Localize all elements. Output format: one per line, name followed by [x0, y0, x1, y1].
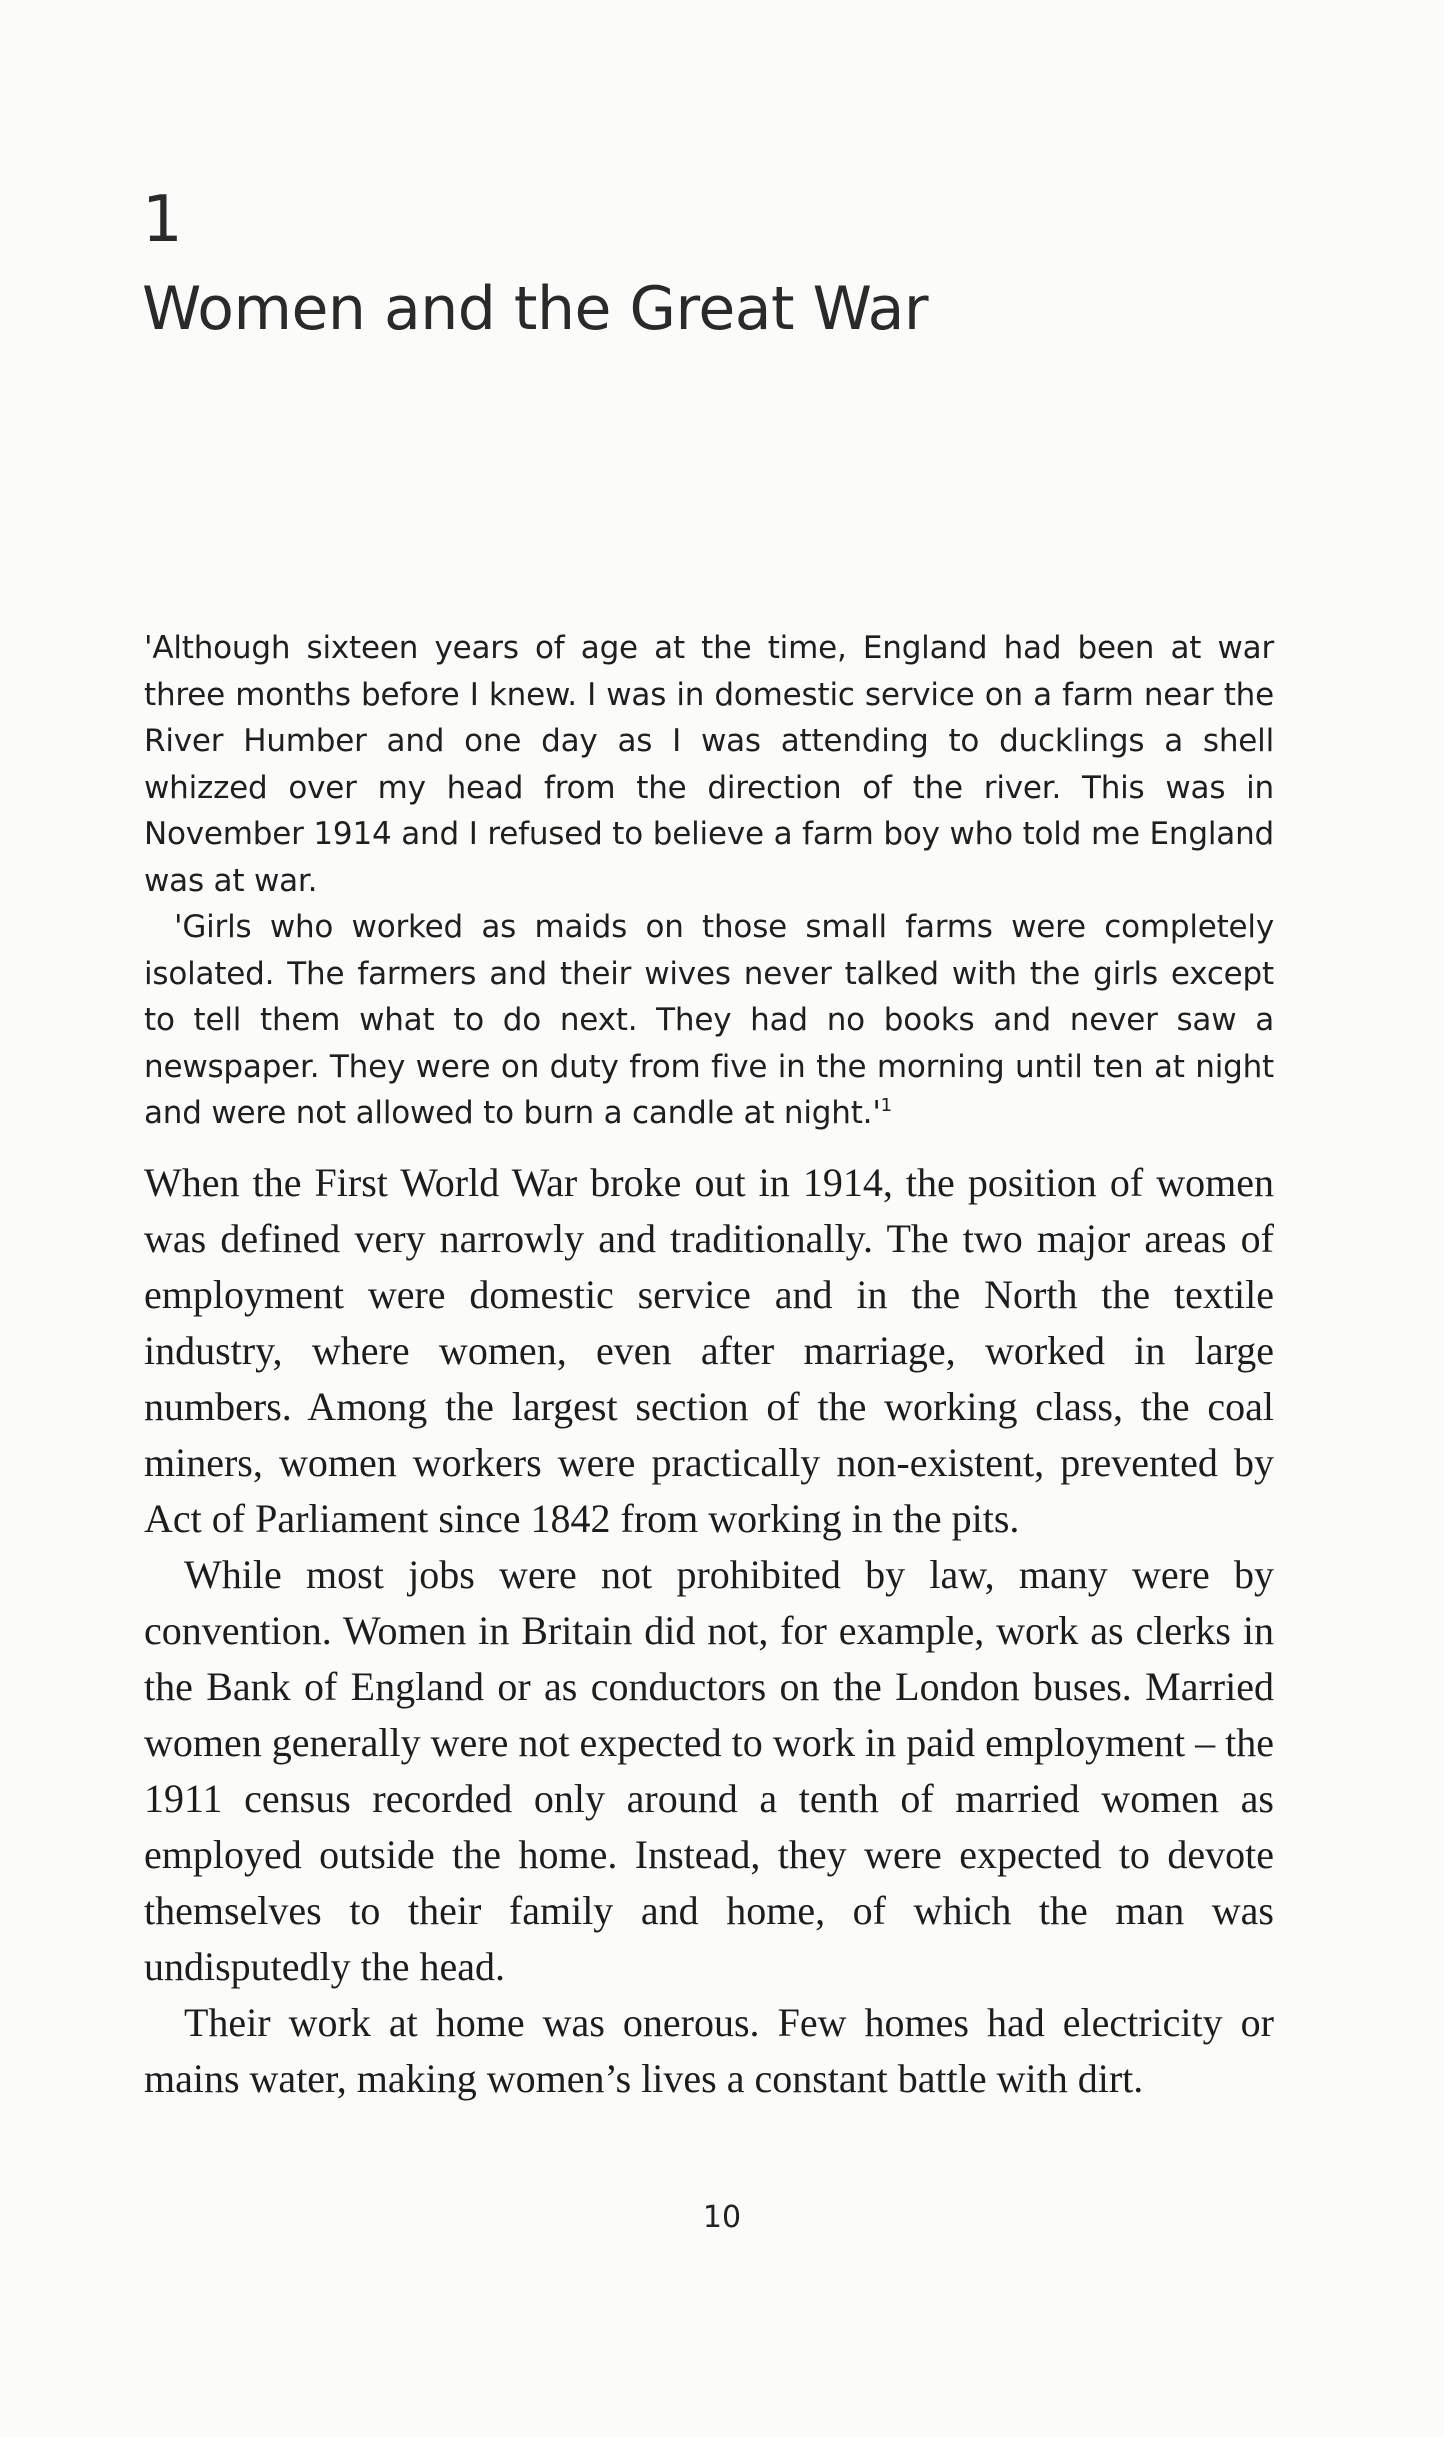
epigraph-paragraph-text: 'Girls who worked as maids on those small farms were completely isolated. The farmers and their wives never talked with the girls except to tell them what to do next. They had no books and never saw a newspaper. They were on duty from five in the morning until ten at night and were not allowed to burn a candle at night.' — [144, 909, 1274, 1131]
chapter-number: 1 — [142, 183, 183, 257]
body-text — [144, 1155, 1274, 2107]
body-paragraph: While most jobs were not prohibited by law, many were by convention. Women in Britain did not, for example, work as clerks in the Bank of England or as conductors on the London buses. Married women generally were not expected to work in paid employment – the 1911 census recorded only around a tenth of married women as employed outside the home. Instead, they were expected to devote themselves to their family and home, of which the man was undisputedly the head. — [144, 1552, 1274, 1989]
body-paragraph: Their work at home was onerous. Few homes had electricity or mains water, making women’s lives a constant battle with dirt. — [144, 2000, 1274, 2101]
epigraph-paragraph: 'Although sixteen years of age at the time, England had been at war three months before I knew. I was in domestic service on a farm near the River Humber and one day as I was attending to ducklings a shell whizzed over my head from the direction of the river. This was in November 1914 and I refused to believe a farm boy who told me England was at war. — [144, 630, 1274, 899]
chapter-title: Women and the Great War — [142, 274, 929, 344]
epigraph-quote — [144, 625, 1274, 1137]
epigraph-paragraph — [144, 904, 1274, 1137]
page-number: 10 — [702, 2200, 742, 2235]
footnote-marker[interactable]: 1 — [880, 1095, 892, 1116]
body-paragraph: When the First World War broke out in 1914, the position of women was defined very narrowly and traditionally. The two major areas of employment were domestic service and in the North the textile industry, where women, even after marriage, worked in large numbers. Among the largest section of the working class, the coal miners, women workers were practically non-existent, prevented by Act of Parliament since 1842 from working in the pits. — [144, 1160, 1274, 1541]
